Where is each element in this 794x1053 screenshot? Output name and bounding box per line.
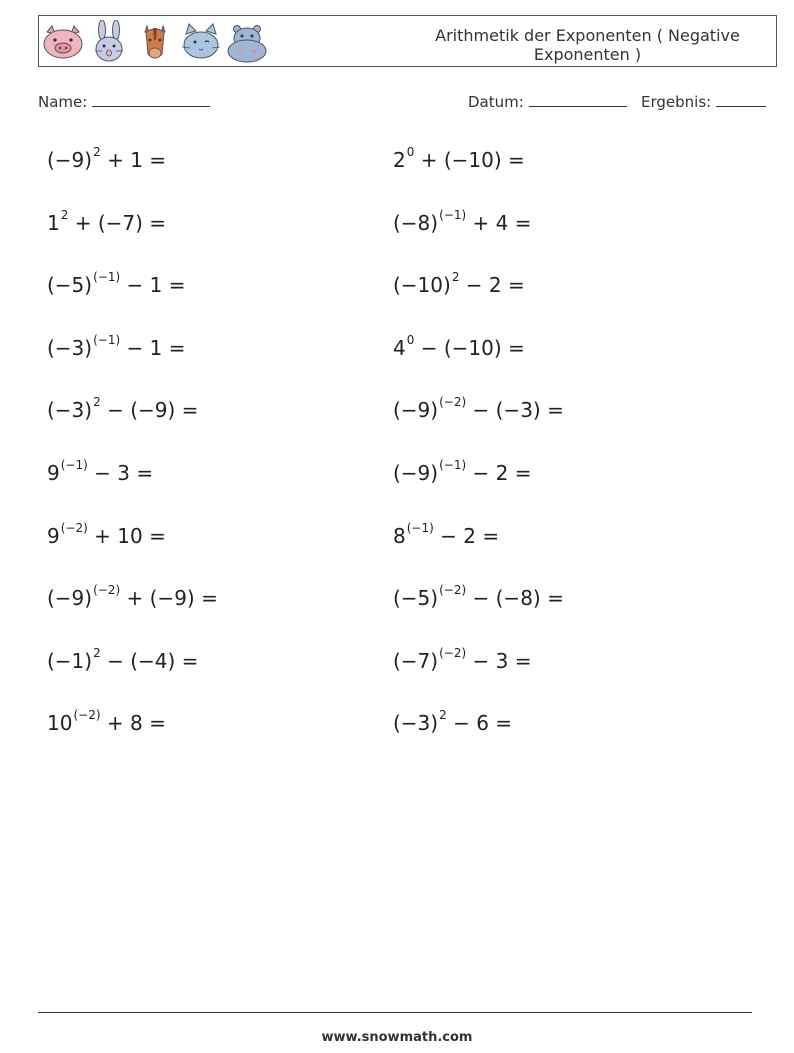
problem-right-10 [393,708,513,735]
problem-base: 9 [47,461,60,485]
problem-base: (−3) [47,336,93,360]
hippo-icon [225,20,269,64]
problem-right-2 [393,208,532,235]
problem-left-3 [47,270,186,297]
problem-base: (−3) [393,711,439,735]
problem-right-6 [393,458,532,485]
problem-base: (−1) [47,649,93,673]
problem-base: 1 [47,211,60,235]
problem-base: (−10) [393,273,451,297]
problem-base: (−9) [393,398,439,422]
problem-exponent: 2 [93,145,101,160]
problem-right-5 [393,395,564,422]
problem-left-6 [47,458,154,485]
date-field [468,93,627,111]
problem-exponent: 2 [439,708,447,723]
problem-left-9 [47,646,199,673]
result-blank[interactable] [716,93,766,107]
problem-exponent: (−2) [93,583,121,598]
problem-exponent: (−1) [439,208,467,223]
problem-left-1 [47,145,167,172]
problem-right-9 [393,646,532,673]
problem-base: 4 [393,336,406,360]
footer-url: www.snowmath.com [321,1030,473,1045]
problem-exponent: 2 [93,646,101,661]
problem-exponent: (−2) [73,708,101,723]
problem-exponent: 2 [60,208,69,223]
problem-rest: + 4 = [466,211,532,235]
problem-exponent: 0 [406,333,415,348]
problem-base: 9 [47,524,60,548]
problem-rest: − 6 = [446,711,513,735]
problem-left-2 [47,208,167,235]
problem-exponent: (−1) [406,521,434,536]
problem-left-7 [47,521,166,548]
footer-divider [38,1012,752,1013]
name-label: Name: [38,93,88,111]
problem-base: (−7) [393,649,439,673]
problem-left-10 [47,708,166,735]
problem-rest: − 1 = [120,336,186,360]
problem-base: 8 [393,524,406,548]
problem-base: 2 [393,148,406,172]
date-blank[interactable] [529,93,627,107]
problem-exponent: (−1) [93,333,121,348]
cat-icon [179,20,223,64]
sheet-title: Arithmetik der Exponenten ( Negative Exponenten ) [435,26,740,64]
result-field [641,93,766,111]
problem-exponent: (−2) [439,646,467,661]
problem-rest: + (−7) = [68,211,167,235]
problem-base: (−5) [393,586,439,610]
problem-exponent: 2 [451,270,460,285]
horse-icon [133,20,177,64]
problem-rest: + 10 = [87,524,166,548]
problem-rest: − 2 = [466,461,532,485]
animal-icons [41,20,271,64]
problem-right-4 [393,333,525,360]
problem-exponent: (−2) [439,395,467,410]
name-blank[interactable] [92,93,210,107]
problem-rest: − (−8) = [466,586,564,610]
rabbit-icon [87,20,131,64]
problem-rest: − 3 = [87,461,154,485]
problem-rest: + (−9) = [120,586,218,610]
problem-rest: − (−3) = [466,398,564,422]
problem-base: (−3) [47,398,93,422]
problem-rest: + 1 = [100,148,167,172]
problem-rest: − (−9) = [100,398,199,422]
problem-base: (−5) [47,273,93,297]
result-label: Ergebnis: [641,93,712,111]
problem-exponent: (−2) [60,521,88,536]
problem-rest: − 3 = [466,649,532,673]
problem-rest: − 2 = [433,524,500,548]
problem-right-1 [393,145,525,172]
date-label: Datum: [468,93,524,111]
problem-exponent: (−1) [439,458,467,473]
pig-icon [41,20,85,64]
problem-base: 10 [47,711,73,735]
problem-rest: − 1 = [120,273,186,297]
problem-rest: + (−10) = [414,148,525,172]
problem-base: (−8) [393,211,439,235]
problem-right-8 [393,583,564,610]
problem-right-3 [393,270,525,297]
problem-right-7 [393,521,500,548]
header-box [38,15,777,67]
problem-left-8 [47,583,218,610]
problem-exponent: 2 [93,395,101,410]
problem-exponent: (−2) [439,583,467,598]
problem-rest: + 8 = [100,711,166,735]
problem-base: (−9) [393,461,439,485]
problem-exponent: (−1) [93,270,121,285]
problem-exponent: (−1) [60,458,88,473]
problem-rest: − 2 = [459,273,525,297]
problem-rest: − (−10) = [414,336,525,360]
problem-rest: − (−4) = [100,649,199,673]
problem-base: (−9) [47,148,93,172]
problem-left-4 [47,333,186,360]
problem-exponent: 0 [406,145,415,160]
problem-base: (−9) [47,586,93,610]
problem-left-5 [47,395,199,422]
name-field [38,93,210,111]
